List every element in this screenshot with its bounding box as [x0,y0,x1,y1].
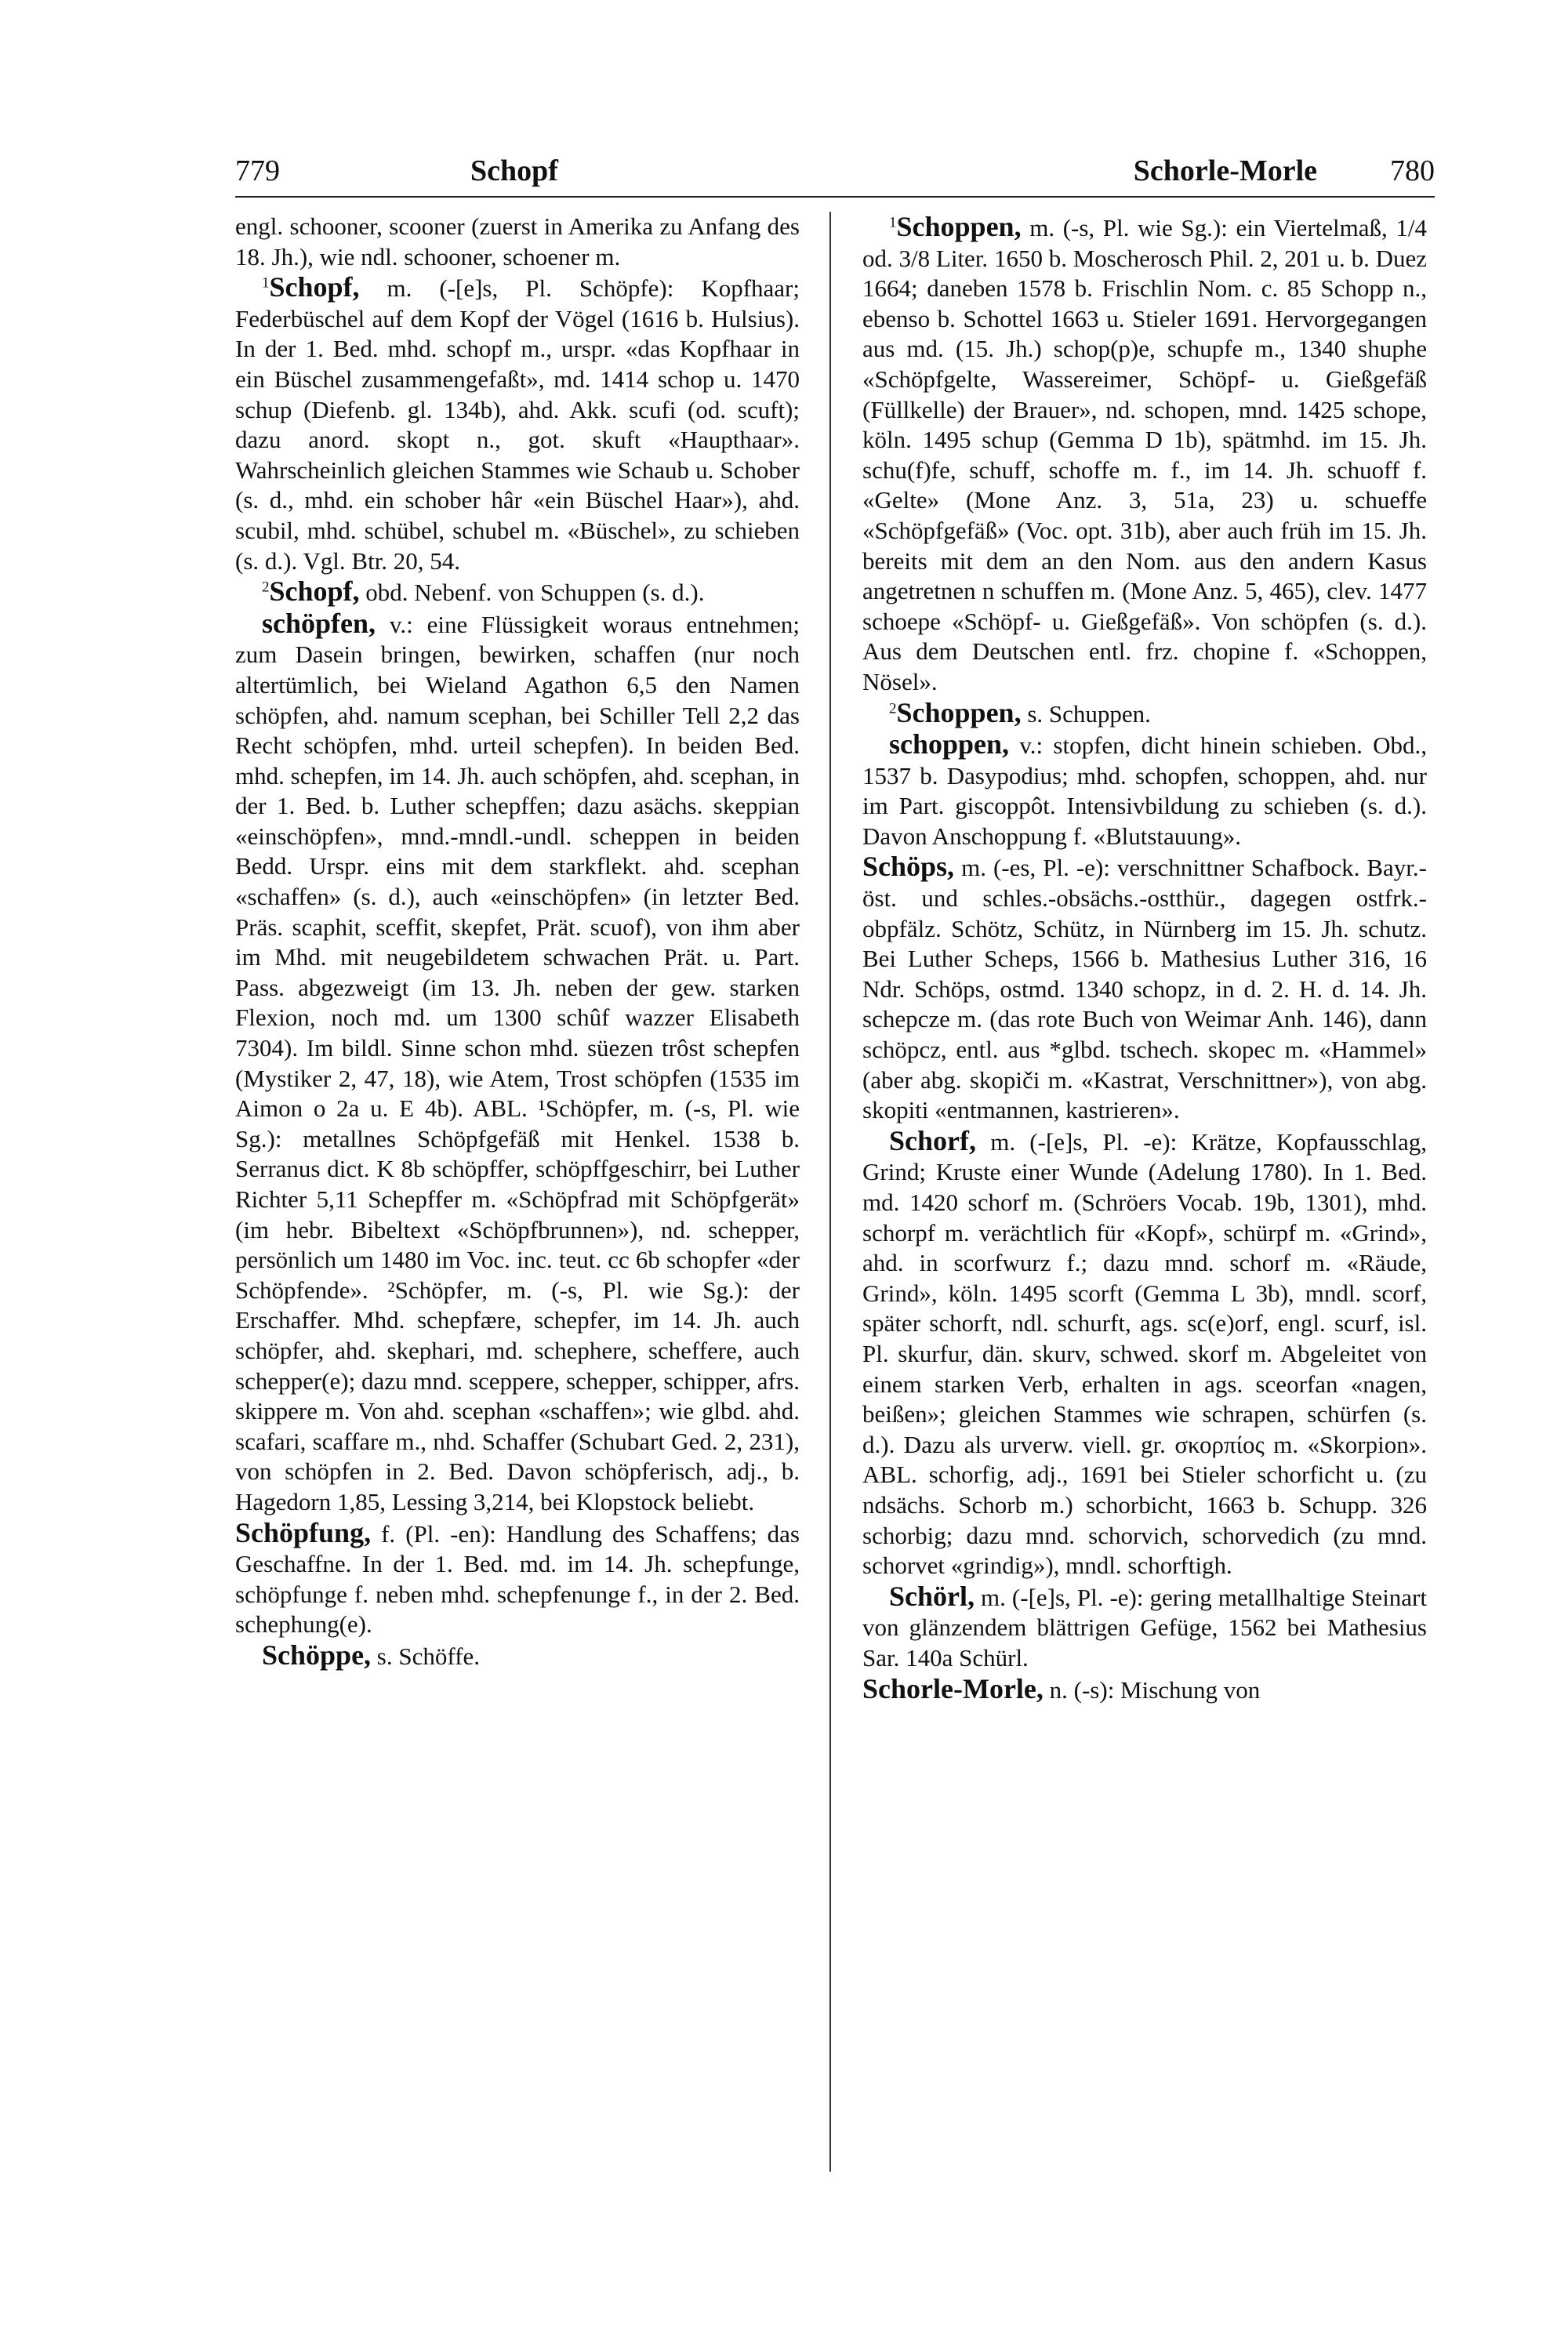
entry-text: m. (-s, Pl. wie Sg.): ein Viertelmaß, 1/4 od. 3/8 Liter. 1650 b. Moscherosch Phil. 2, 201 u. b. Duez 1664; daneben 1578 b. Frischlin Nom. c. 85 Schopp n., ebenso b. Schottel 1663 u. Stieler 1691. Hervorgegangen aus md. (15. Jh.) schop(p)e, schupfe m., 1340 shuphe «Schöpfgelte, Wassereimer, Schöpf- u. Gießgefäß (Füllkelle) der Brauer», nd. schopen, mnd. 1425 schope, köln. 1495 schup (Gemma D 1b), spätmhd. im 15. Jh. schu(f)fe, schuff, schoffe m. f., im 14. Jh. schuoff f. «Gelte» (Mone Anz. 3, 51a, 23) u. schueffe «Schöpfgefäß» (Voc. opt. 31b), aber auch früh im 15. Jh. bereits mit dem an den Nom. aus den andern Kasus angetretnen n schuffen m. (Mone Anz. 5, 465), clev. 1477 schoepe «Schöpf- u. Gießgefäß». Von schöpfen (s. d.). Aus dem Deutschen entl. frz. chopine f. «Schoppen, Nösel». [862,214,1427,695]
page-number-left: 779 [235,154,280,187]
entry-text: engl. schooner, scooner (zuerst in Amerika zu Anfang des 18. Jh.), wie ndl. schooner, schoener m. [235,212,800,270]
entry-text: m. (-[e]s, Pl. -e): Krätze, Kopfausschlag, Grind; Kruste einer Wunde (Adelung 1780). In 1. Bed. md. 1420 schorf m. (Schröers Vocab. 19b, 1301), mhd. schorpf m. verächtlich für «Kopf», schürpf m. «Grind», ahd. in scorfwurz f.; dazu mnd. schorf m. «Räude, Grind», köln. 1495 scorft (Gemma L 3b), mndl. scorf, später schorft, ndl. schurft, ags. sc(e)orf, engl. scurf, isl. Pl. skurfur, dän. skurv, schwed. skorf m. Abgeleitet von einem starken Verb, erhalten in ags. sceorfan «nagen, beißen»; gleichen Stammes wie schrapen, schürfen (s. d.). Dazu als urverw. viell. gr. σκορπίος m. «Skorpion». ABL. schorfig, adj., 1691 bei Stieler schorficht u. (zu ndsächs. Schorb m.) schorbicht, 1663 b. Schupp. 326 schorbig; dazu mnd. schorvich, schorvedich (zu mnd. schorvet «grindig»), mndl. schorftigh. [862,1127,1427,1580]
entry-headword: Schoppen, [896,696,1022,728]
dictionary-page [235,149,1435,2187]
entry-text: v.: eine Flüssigkeit woraus entnehmen; zum Dasein bringen, bewirken, schaffen (nur noch altertümlich, bei Wieland Agathon 6,5 den Namen schöpfen, ahd. namum scephan, bei Schiller Tell 2,2 das Recht schöpfen, mhd. urteil schepfen). In beiden Bed. mhd. schepfen, im 14. Jh. auch schöpfen, ahd. scephan, in der 1. Bed. b. Luther schepffen; dazu asächs. skeppian «einschöpfen», mnd.-mndl.-undl. scheppen in beiden Bedd. Urspr. eins mit dem starkflekt. ahd. scephan «schaffen» (s. d.), auch «einschöpfen» (in letzter Bed. Präs. scaphit, sceffit, skepfet, Prät. scuof), von ihm aber im Mhd. mit neugebildetem schwachen Prät. u. Part. Pass. abgezweigt (im 13. Jh. neben der gew. starken Flexion, noch md. um 1300 schûf wazzer Elisabeth 7304). Im bildl. Sinne schon mhd. süezen trôst schepfen (Mystiker 2, 47, 18), wie Atem, Trost schöpfen (1535 im Aimon o 2a u. E 4b). ABL. ¹Schöpfer, m. (-s, Pl. wie Sg.): metallnes Schöpfgefäß mit Henkel. 1538 b. Serranus dict. K 8b schöpffer, schöpffgeschirr, bei Luther Richter 5,11 Schepffer m. «Schöpfrad mit Schöpfgerät» (im hebr. Bibeltext «Schöpfbrunnen»), nd. schepper, persönlich um 1480 im Voc. inc. teut. cc 6b schopfer «der Schöpfende». ²Schöpfer, m. (-s, Pl. wie Sg.): der Erschaffer. Mhd. schepfære, schepfer, im 14. Jh. auch schöpfer, ahd. skephari, md. schephere, scheffere, auch schepper(e); dazu mnd. sceppere, schepper, schipper, afrs. skippere m. Von ahd. scephan «schaffen»; wie glbd. ahd. scafari, scaffare m., nhd. Schaffer (Schubart Ged. 2, 231), von schöpfen in 2. Bed. Davon schöpferisch, adj., b. Hagedorn 1,85, Lessing 3,214, bei Klopstock beliebt. [235,610,800,1515]
homonym-number: 1 [889,214,897,231]
homonym-number: 2 [889,700,897,717]
entry-headword: Schöppe, [262,1639,372,1671]
entry-schorle-morle [862,1674,1427,1706]
entry-schoepfen [235,608,800,1518]
right-column [862,212,1427,2187]
entry-text: m. (-[e]s, Pl. Schöpfe): Kopfhaar; Federbüschel auf dem Kopf der Vögel (1616 b. Hulsius). In der 1. Bed. mhd. schopf m., urspr. «das Kopfhaar in ein Büschel zusammengefaßt», md. 1414 schop u. 1470 schup (Diefenb. gl. 134b), ahd. Akk. scufi (od. scuft); dazu anord. skopt n., got. skuft «Haupthaar». Wahrscheinlich gleichen Stammes wie Schaub u. Schober (s. d., mhd. ein schober hâr «ein Büschel Haar»), ahd. scubil, mhd. schübel, schubel m. «Büschel», zu schieben (s. d.). Vgl. Btr. 20, 54. [235,274,800,575]
running-headword-right: Schorle-Morle [1133,154,1317,187]
left-column [235,212,800,2187]
entry-schoppen-1 [862,212,1427,698]
column-divider [829,212,831,2172]
entry-headword: Schopf, [269,271,360,303]
entry-text: n. (-s): Mischung von [1043,1675,1261,1704]
entry-schopf-2 [235,576,800,608]
entry-text: v.: stopfen, dicht hinein schieben. Obd., 1537 b. Dasypodius; mhd. schopfen, schoppen, ahd. nur im Part. giscoppôt. Intensivbildung zu schieben (s. d.). Davon Anschoppung f. «Blutstauung». [862,731,1427,850]
entry-text: obd. Nebenf. von Schuppen (s. d.). [359,579,705,607]
entry-headword: schoppen, [889,728,1010,760]
entry-headword: Schörl, [889,1580,975,1612]
entry-schorf [862,1126,1427,1581]
entry-text: s. Schöffe. [371,1642,480,1670]
entry-text: s. Schuppen. [1021,699,1151,728]
entry-schopf-1 [235,272,800,576]
entry-headword: Schorle-Morle, [862,1672,1044,1704]
entry-headword: Schöpfung, [235,1516,372,1548]
entry-headword: Schöps, [862,851,955,883]
entry-text: f. (Pl. -en): Handlung des Schaffens; das Geschaffne. In der 1. Bed. md. im 14. Jh. schepfunge, schöpfunge f. neben mhd. schepfenunge f., in der 2. Bed. schephung(e). [235,1519,800,1639]
running-header [235,149,1435,198]
entry-schoepfung [235,1518,800,1640]
entry-text: m. (-es, Pl. -e): verschnittner Schafbock. Bayr.-öst. und schles.-obsächs.-ostthür., dagegen ostfrk.-obpfälz. Schötz, Schütz, in Nürnberg im 15. Jh. schutz. Bei Luther Scheps, 1566 b. Mathesius Luther 316, 16 Ndr. Schöps, ostmd. 1340 schopz, in d. 2. H. d. 14. Jh. schepcze m. (das rote Buch von Weimar Anh. 146), dann schöpcz, entl. aus *glbd. tschech. skopec m. «Hammel» (aber abg. skopiči m. «Kastrat, Verschnittner»), von abg. skopiti «entmannen, kastrieren». [862,854,1427,1124]
entry-headword: schöpfen, [262,607,376,639]
entry-schoppen-verb [862,729,1427,851]
homonym-number: 2 [262,579,270,596]
page-number-right: 780 [1390,154,1435,187]
entry-headword: Schoppen, [896,211,1022,242]
entry-headword: Schorf, [889,1124,976,1156]
entry-schoeps [862,851,1427,1125]
homonym-number: 1 [262,274,270,292]
entry-text: m. (-[e]s, Pl. -e): gering metallhaltige Steinart von glänzendem blättrigen Gefüge, 1562 bei Mathesius Sar. 140a Schürl. [862,1583,1427,1671]
entry-headword: Schopf, [269,575,360,608]
entry-schoerl [862,1581,1427,1674]
running-headword-left: Schopf [470,154,558,187]
entry-schoeppe [235,1640,800,1672]
entry-schoppen-2 [862,698,1427,730]
entry-continuation [235,212,800,272]
